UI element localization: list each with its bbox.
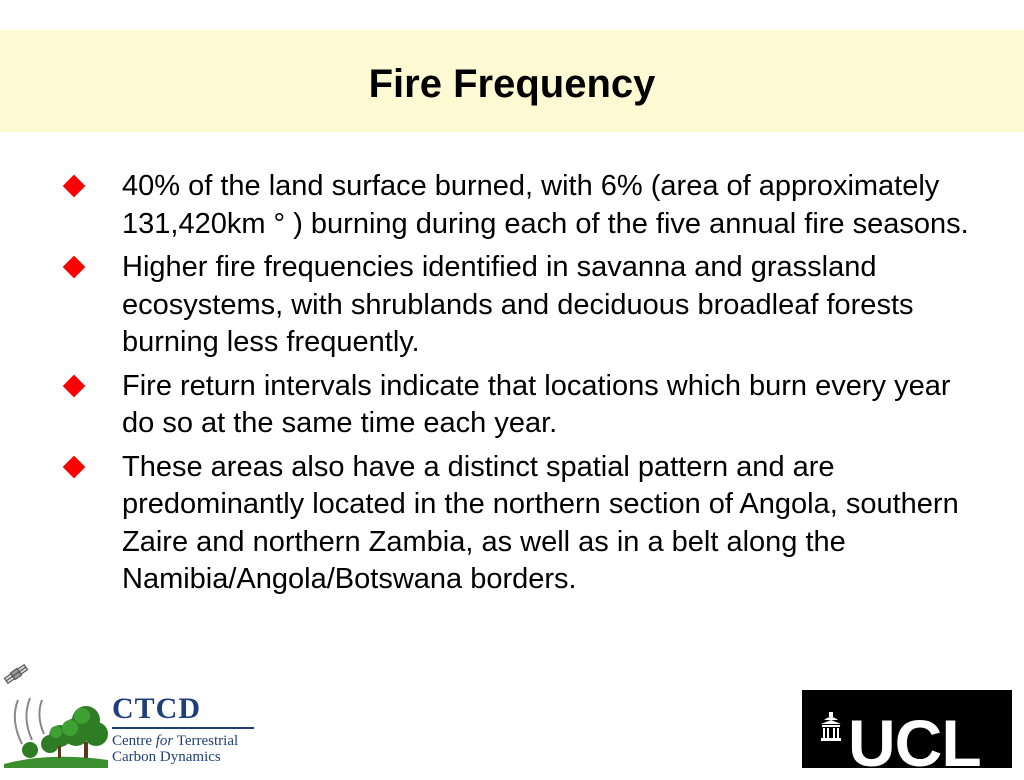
ctcd-subtitle-line2: Carbon Dynamics [112,749,221,765]
diamond-bullet-icon [63,175,86,198]
bullet-text: Fire return intervals indicate that locations which burn every year do so at the same time each year. [122,369,951,439]
bullet-list [62,168,982,605]
bullet-text: These areas also have a distinct spatial pattern and are predominantly located in the northern section of Angola, southern Zaire and northern Zambia, as well as in a belt along the Namibia/Angola/Botswana borders. [122,450,959,595]
ucl-wordmark: UCL [848,706,981,780]
bullet-text: Higher fire frequencies identified in savanna and grassland ecosystems, with shrublands and deciduous broadleaf forests burning less frequently. [122,251,914,358]
ctcd-subtitle-part: Terrestrial [173,733,239,749]
bullet-item [62,168,982,243]
diamond-bullet-icon [63,374,86,397]
diamond-bullet-icon [63,455,86,478]
bullet-item [62,368,982,443]
bullet-item [62,249,982,362]
ctcd-divider [112,727,254,729]
diamond-bullet-icon [63,256,86,279]
ucl-logo [802,690,1012,780]
bullet-text: 40% of the land surface burned, with 6% (area of approximately 131,420km ° ) burning during each of the five annual fire seasons. [122,170,969,240]
bullet-item [62,449,982,599]
ctcd-subtitle-line1 [112,733,238,750]
ctcd-subtitle-part: Centre [112,733,156,749]
slide-title: Fire Frequency [368,62,656,106]
ctcd-subtitle-italic: for [155,733,174,749]
ctcd-name: CTCD [112,692,202,725]
portico-icon [820,712,842,742]
satellite-trees-icon [0,660,112,768]
